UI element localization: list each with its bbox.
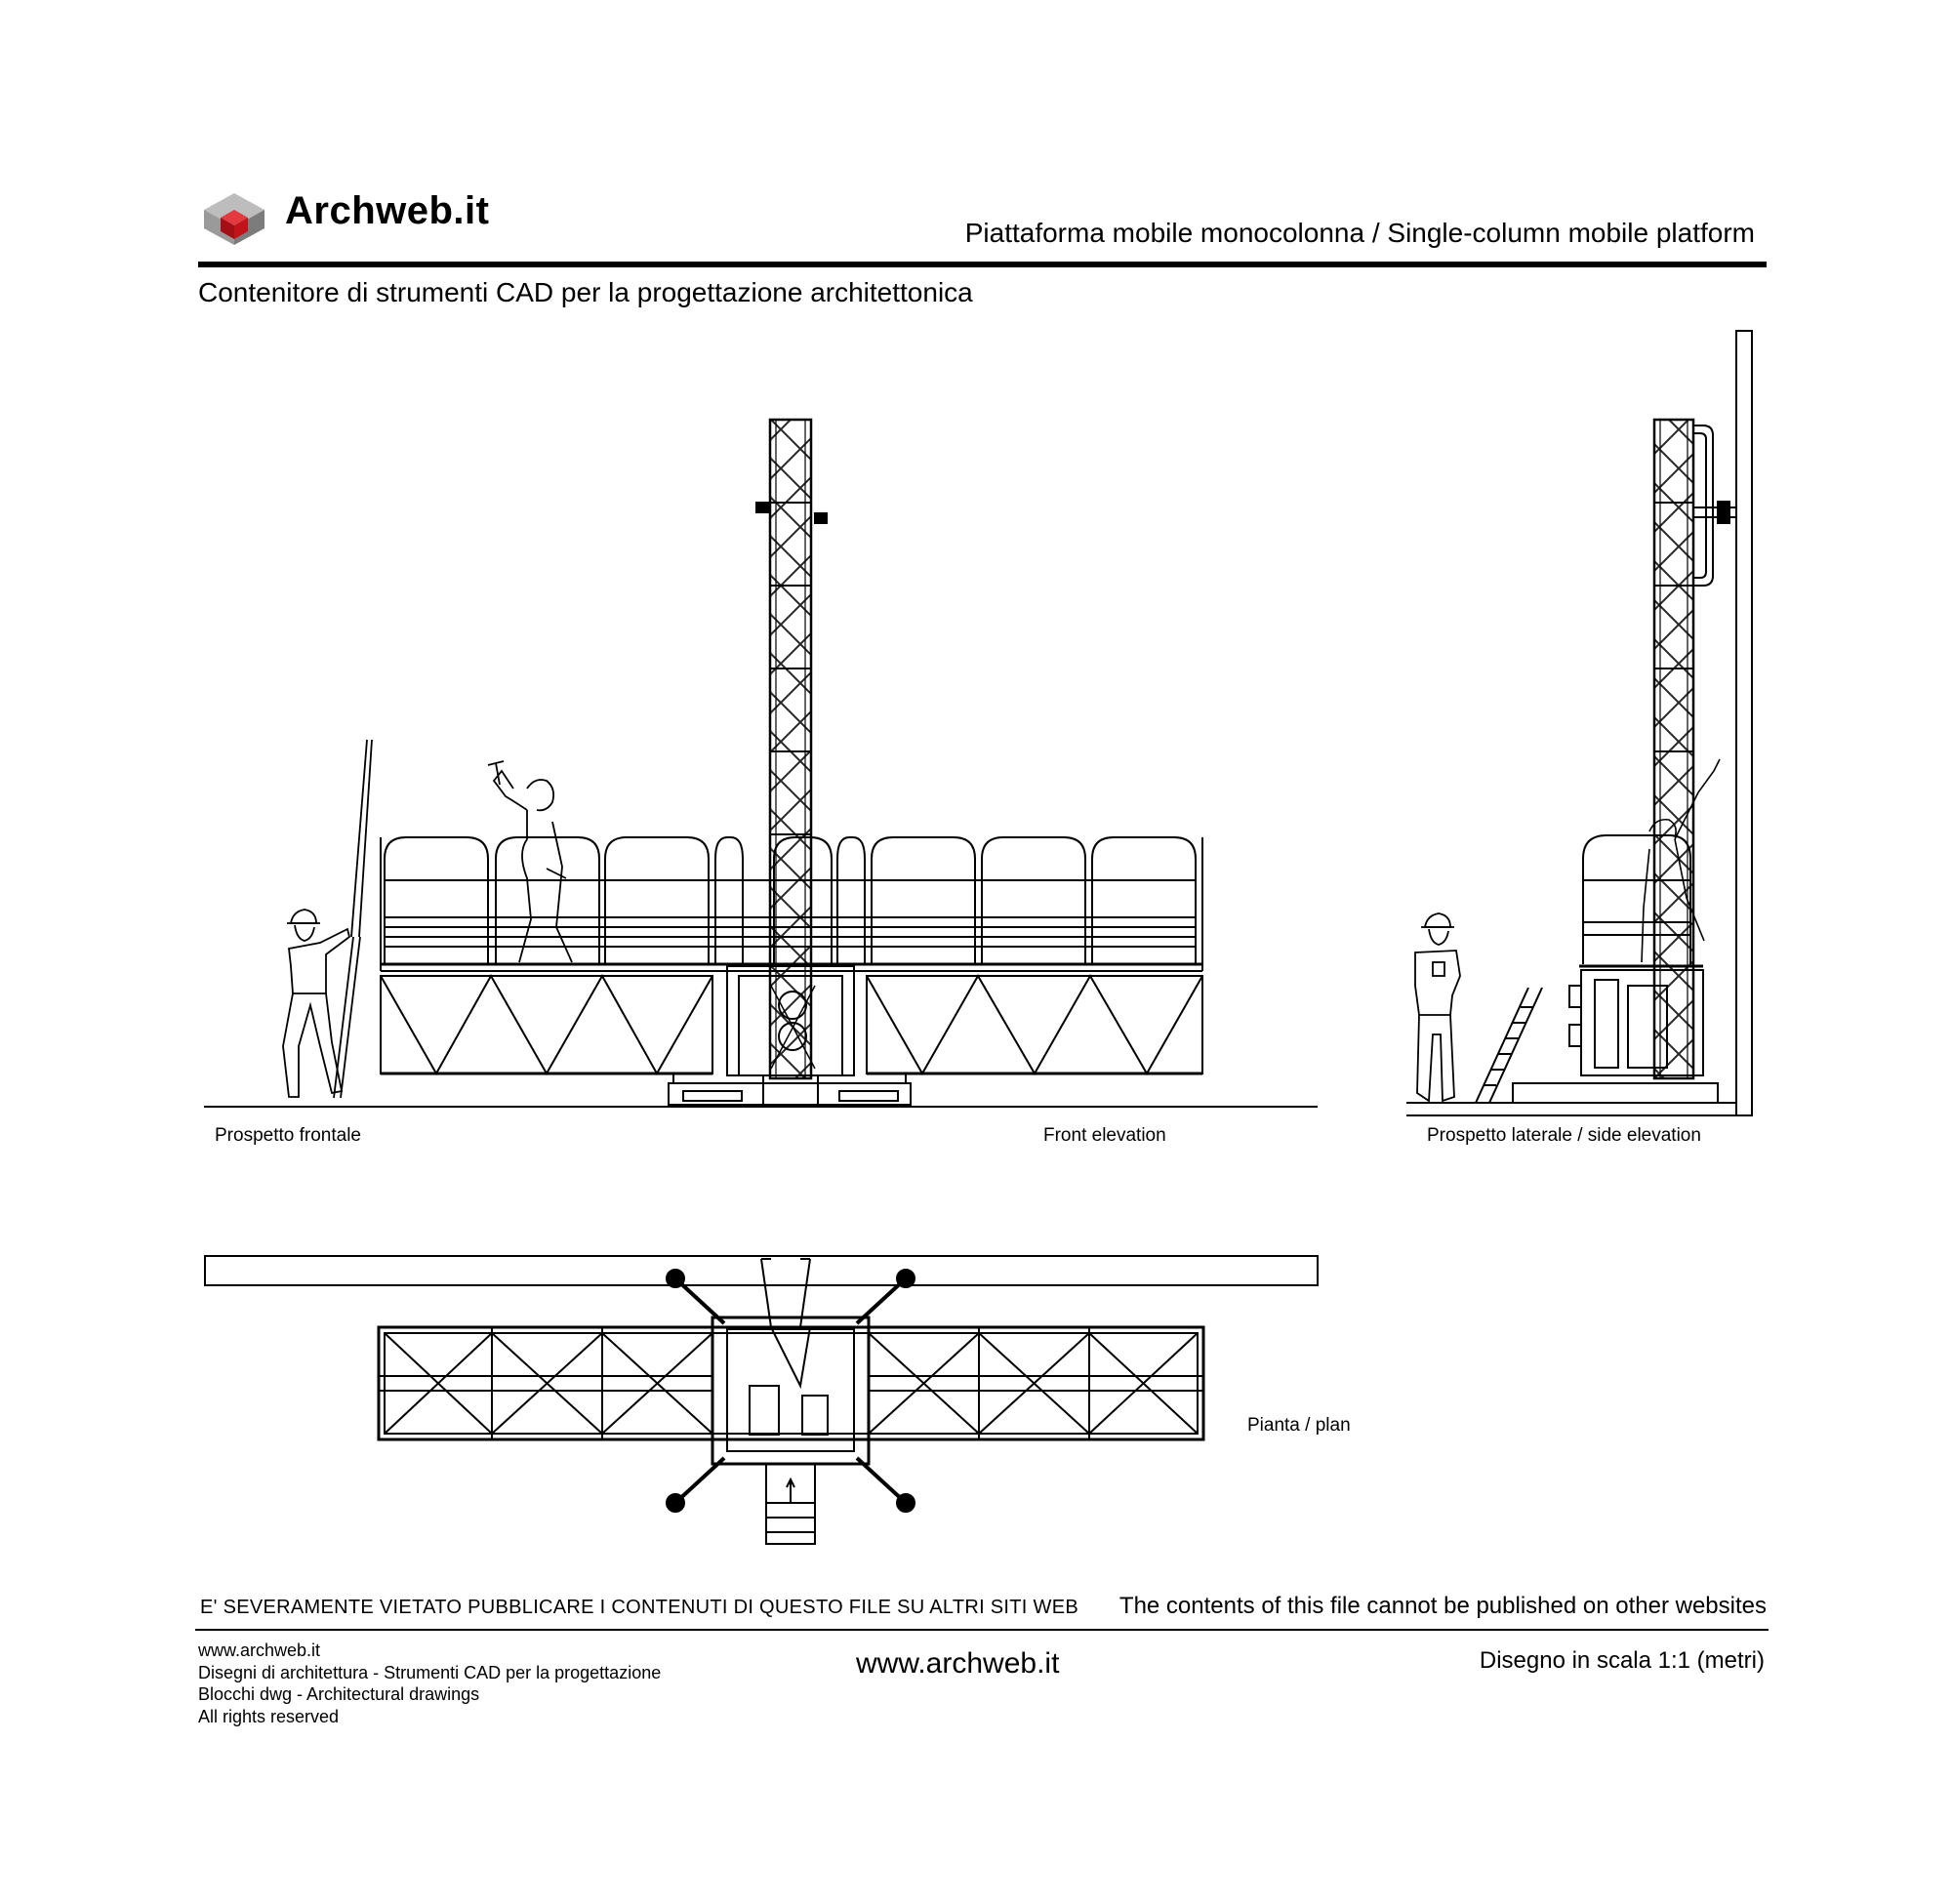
- drawing-title: Piattaforma mobile monocolonna / Single-column mobile platform: [964, 218, 1755, 248]
- front-label-en: Front elevation: [1043, 1125, 1166, 1146]
- footer-scale: Disegno in scala 1:1 (metri): [1479, 1647, 1765, 1674]
- drawing-subtitle: Contenitore di strumenti CAD per la progettazione architettonica: [198, 277, 973, 307]
- footer-line: Disegni di architettura - Strumenti CAD per la progettazione: [198, 1662, 662, 1682]
- footer-left-block: [198, 1640, 661, 1727]
- footer-line: All rights reserved: [198, 1706, 340, 1726]
- side-label: Prospetto laterale / side elevation: [1427, 1125, 1701, 1146]
- side-elevation: [1406, 331, 1752, 1115]
- warning-english: The contents of this file cannot be published on other websites: [1118, 1593, 1767, 1619]
- warning-italian: E' SEVERAMENTE VIETATO PUBBLICARE I CONTENUTI DI QUESTO FILE SU ALTRI SITI WEB: [200, 1597, 1078, 1618]
- front-elevation: [204, 420, 1318, 1107]
- front-mast: [756, 420, 827, 1078]
- brand-name: Archweb.it: [285, 189, 490, 232]
- plan-view: [205, 1256, 1318, 1544]
- plan-label: Pianta / plan: [1247, 1415, 1351, 1436]
- side-worker: [1415, 913, 1460, 1101]
- footer-website: www.archweb.it: [856, 1647, 1060, 1680]
- footer-line: Blocchi dwg - Architectural drawings: [198, 1684, 480, 1704]
- footer-rule: [195, 1629, 1769, 1631]
- front-worker-platform: [488, 761, 572, 962]
- front-label-it: Prospetto frontale: [215, 1125, 361, 1146]
- front-worker-left: [283, 740, 372, 1098]
- footer-line: www.archweb.it: [198, 1641, 321, 1660]
